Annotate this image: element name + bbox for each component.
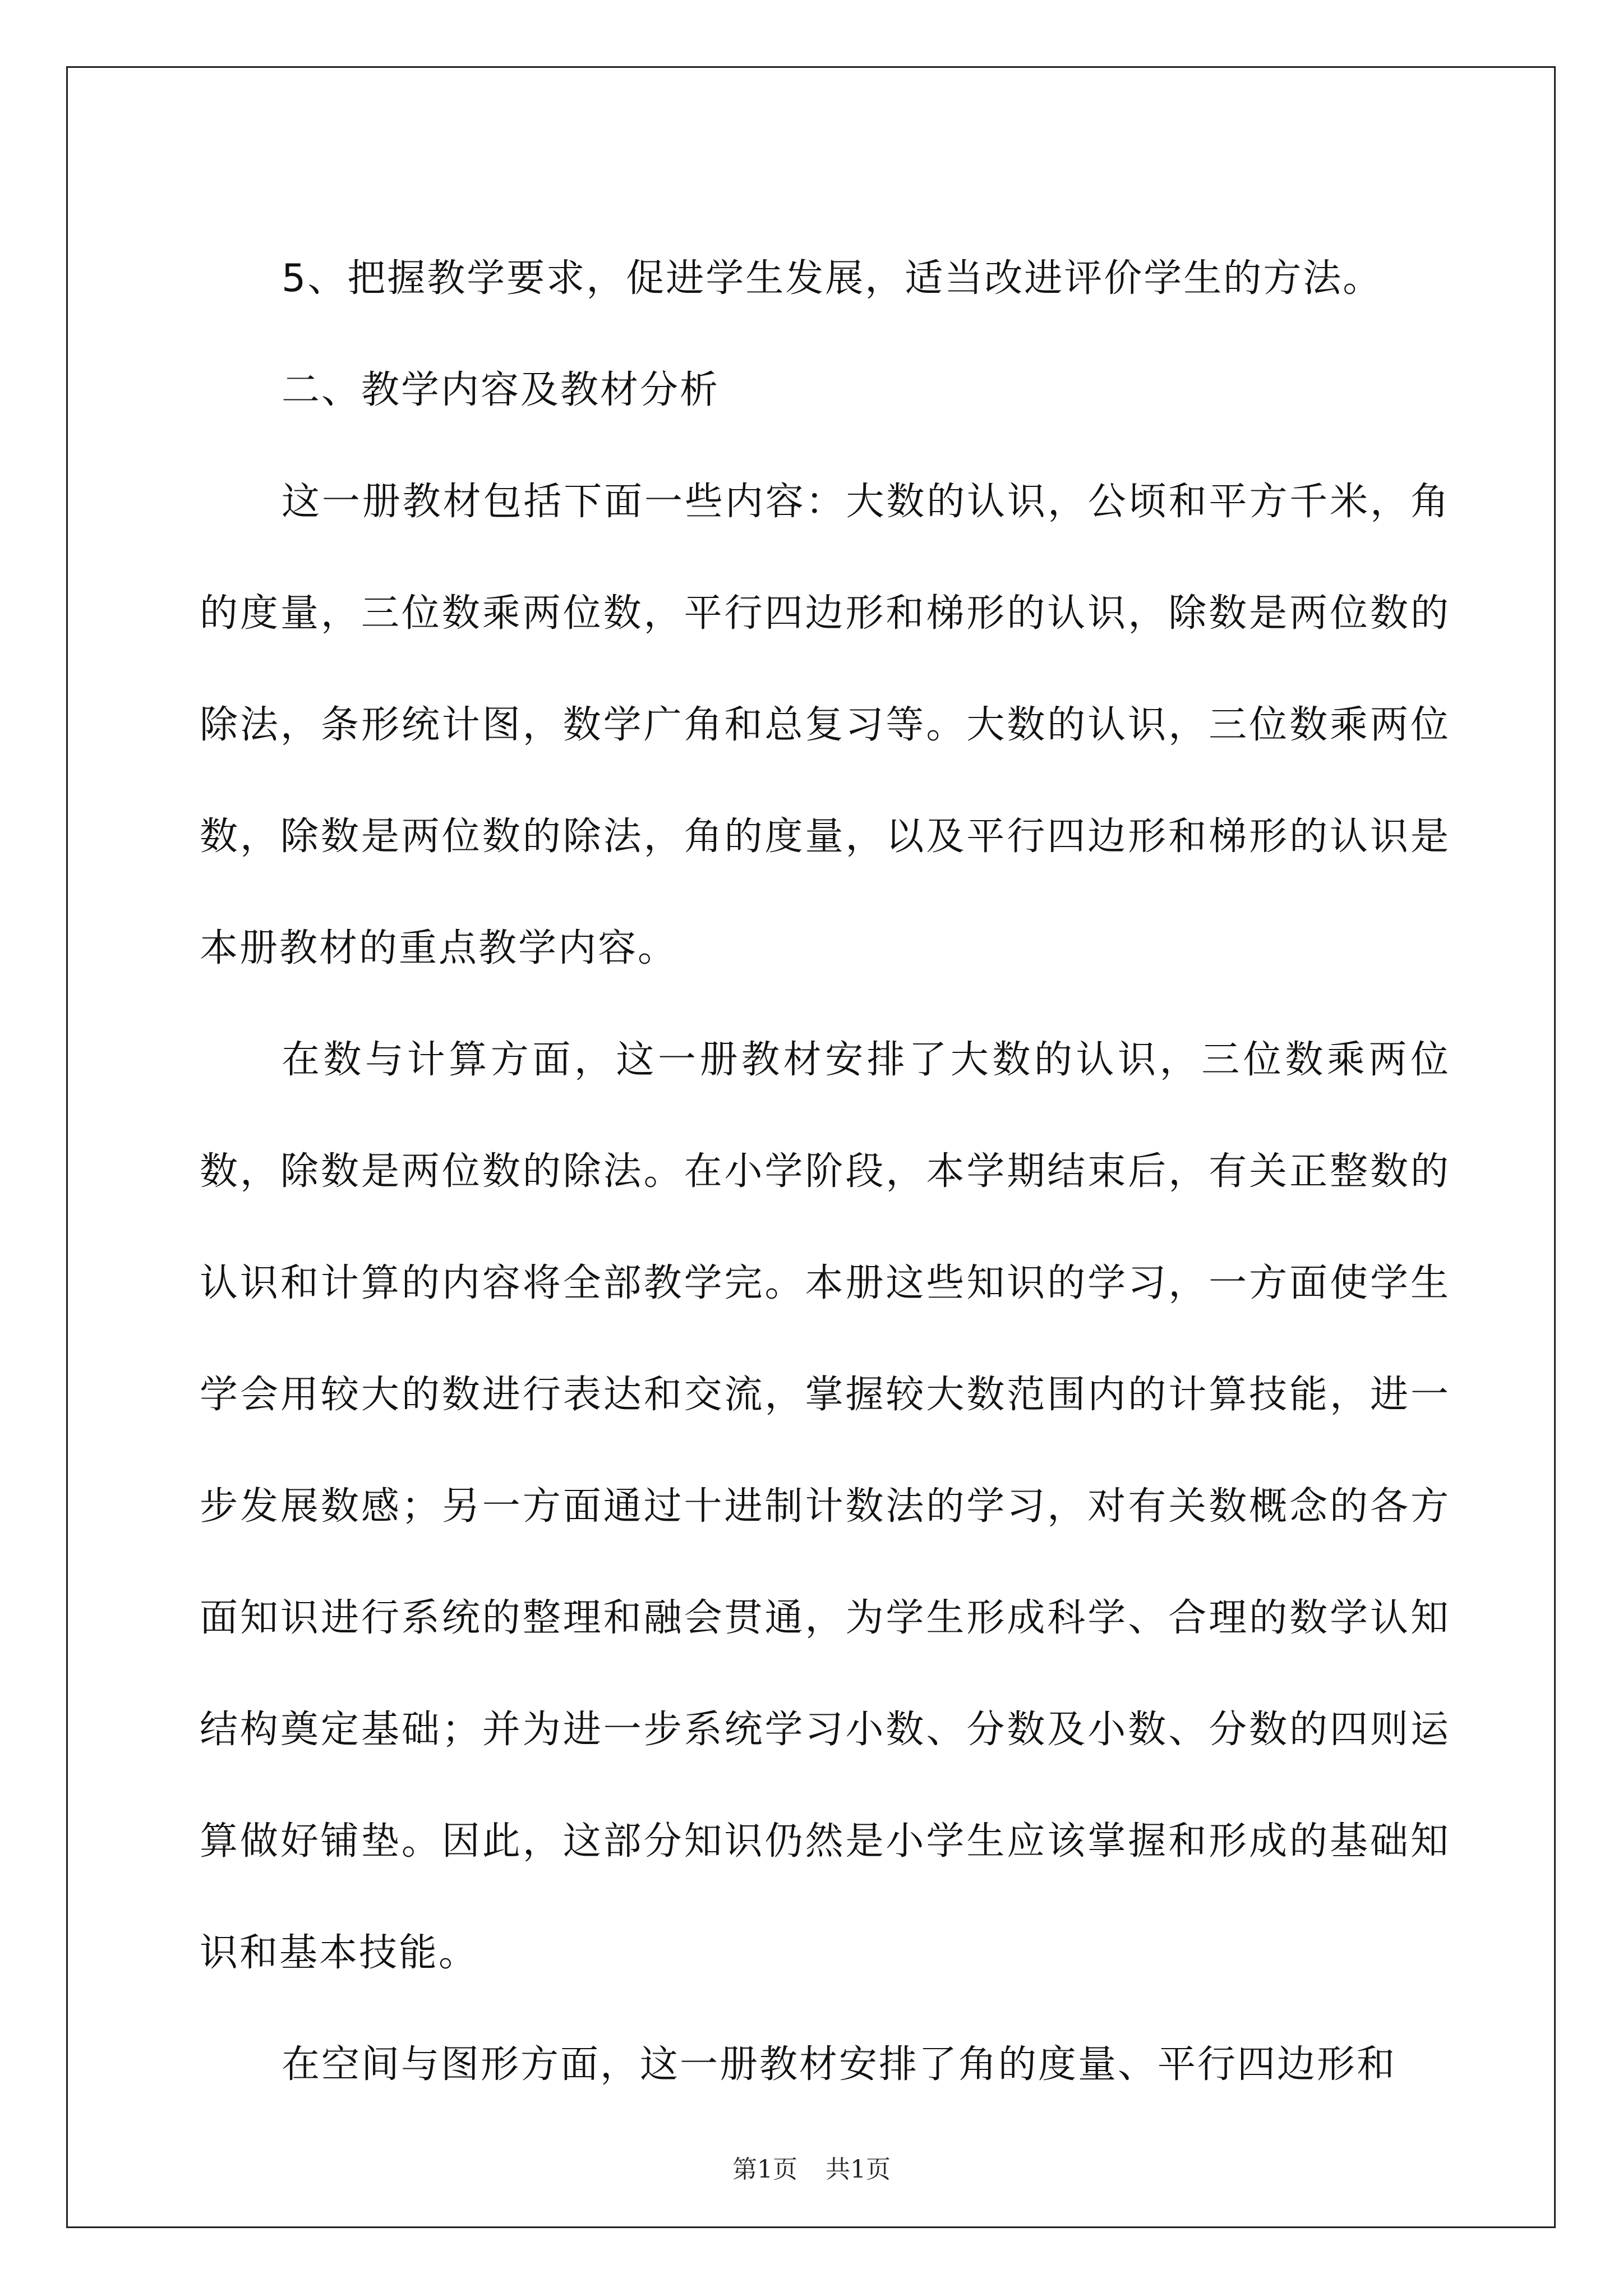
document-body: [200, 223, 1450, 2120]
page-footer: [0, 2153, 1623, 2187]
paragraph-numbers-and-computation: 在数与计算方面，这一册教材安排了大数的认识，三位数乘两位数，除数是两位数的除法。在小学阶段，本学期结束后，有关正整数的认识和计算的内容将全部教学完。本册这些知识的学习，一方面使学生学会用较大的数进行表达和交流，掌握较大数范围内的计算技能，进一步发展数感；另一方面通过十进制计数法的学习，对有关数概念的各方面知识进行系统的整理和融会贯通，为学生形成科学、合理的数学认知结构奠定基础；并为进一步系统学习小数、分数及小数、分数的四则运算做好铺垫。因此，这部分知识仍然是小学生应该掌握和形成的基础知识和基本技能。: [200, 1038, 1450, 1975]
paragraph-space-and-shapes: 在空间与图形方面，这一册教材安排了角的度量、平行四边形和: [282, 2042, 1397, 2087]
page-number-current: 第1页: [732, 2155, 797, 2184]
page-number-total: 共1页: [826, 2155, 891, 2184]
paragraph-textbook-contents: 这一册教材包括下面一些内容：大数的认识，公顷和平方千米，角的度量，三位数乘两位数，平行四边形和梯形的认识，除数是两位数的除法，条形统计图，数学广角和总复习等。大数的认识，三位数乘两位数，除数是两位数的除法，角的度量，以及平行四边形和梯形的认识是本册教材的重点教学内容。: [200, 480, 1450, 970]
paragraph-goal-5: 5、把握教学要求，促进学生发展，适当改进评价学生的方法。: [282, 256, 1383, 301]
section-heading-content-analysis: 二、教学内容及教材分析: [282, 368, 720, 412]
